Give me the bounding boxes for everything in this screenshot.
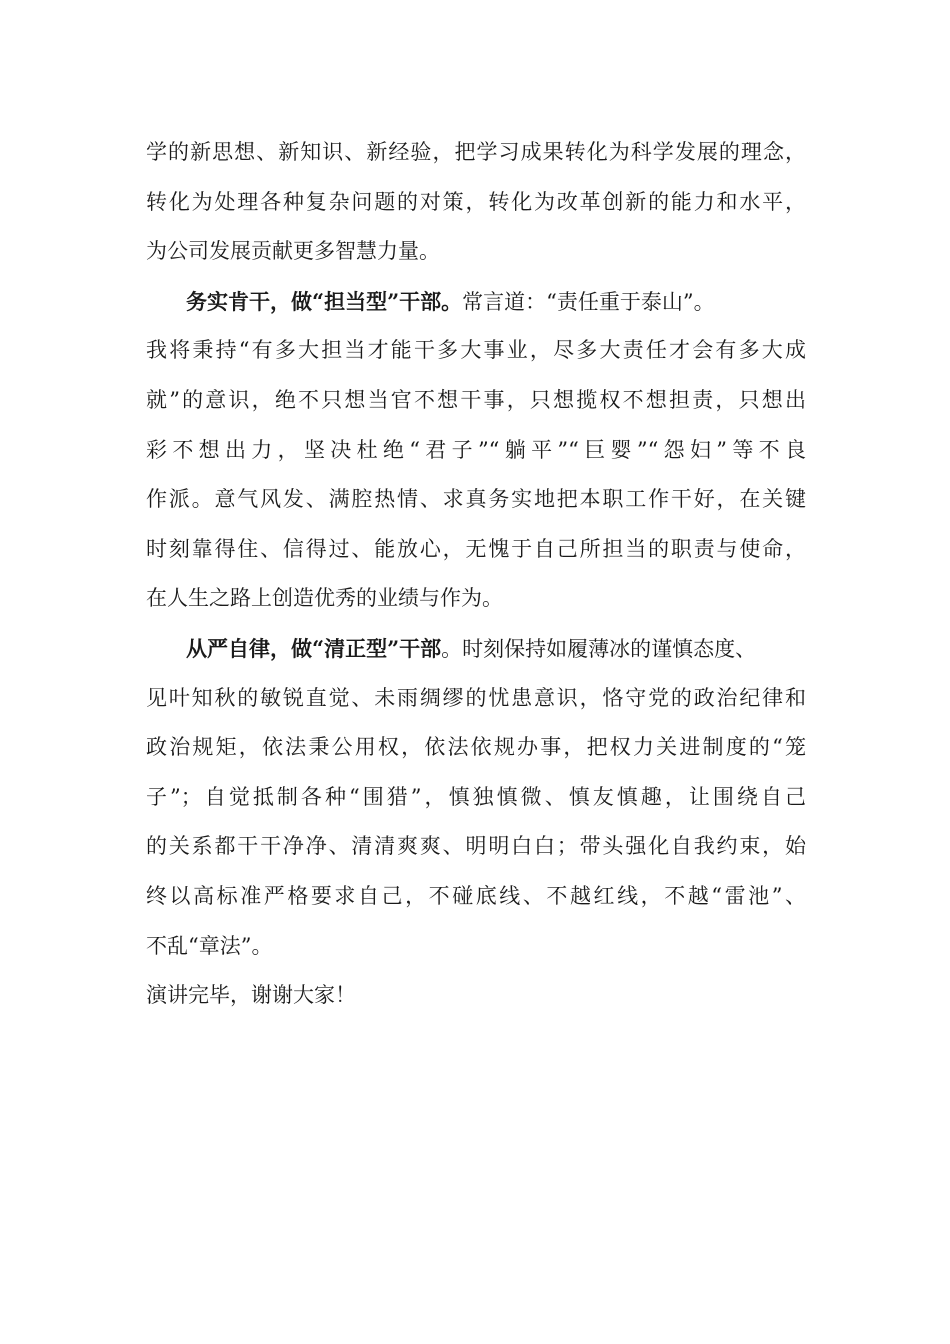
text-line: 我将秉持“有多大担当才能干多大事业，尽多大责任才会有多大成	[146, 338, 806, 363]
text-line: 时刻靠得住、信得过、能放心，无愧于自己所担当的职责与使命，	[146, 536, 806, 561]
text-line: 不乱“章法”。	[146, 933, 273, 958]
text-line: 作派。意气风发、满腔热情、求真务实地把本职工作干好，在关键	[146, 487, 806, 512]
text-line: 转化为处理各种复杂问题的对策，转化为改革创新的能力和水平，	[146, 189, 806, 214]
paragraph-first-line	[146, 624, 806, 674]
paragraph-heading-discipline: 从严自律，做“清正型”干部	[186, 635, 442, 661]
text-line: 终以高标准严格要求自己，不碰底线、不越红线，不越“雷池”、	[146, 883, 806, 908]
text-line: 彩不想出力，坚决杜绝“君子”“躺平”“巨婴”“怨妇”等不良	[146, 437, 806, 462]
text-line: 政治规矩，依法秉公用权，依法依规办事，把权力关进制度的“笼	[146, 735, 806, 760]
text-line: 为公司发展贡献更多智慧力量。	[146, 239, 440, 264]
text-line: 学的新思想、新知识、新经验，把学习成果转化为科学发展的理念，	[146, 140, 806, 164]
text-line: 见叶知秋的敏锐直觉、未雨绸缪的忧患意识，恪守党的政治纪律和	[146, 685, 806, 710]
speech-body	[146, 128, 806, 1021]
text-line: 就”的意识，绝不只想当官不想干事，只想揽权不想担责，只想出	[146, 387, 806, 412]
text-line: 的关系都干干净净、清清爽爽、明明白白；带头强化自我约束，始	[146, 834, 806, 859]
text-run: 常言道：“责任重于泰山”。	[462, 289, 715, 314]
closing-line: 演讲完毕，谢谢大家！	[146, 983, 356, 1008]
paragraph-first-line	[146, 277, 806, 327]
paragraph-heading-responsibility: 务实肯干，做“担当型”干部。	[186, 288, 463, 314]
text-line: 在人生之路上创造优秀的业绩与作为。	[146, 586, 503, 611]
text-run: 。时刻保持如履薄冰的谨慎态度、	[441, 636, 757, 661]
text-line: 子”；自觉抵制各种“围猎”，慎独慎微、慎友慎趣，让围绕自己	[146, 784, 806, 809]
